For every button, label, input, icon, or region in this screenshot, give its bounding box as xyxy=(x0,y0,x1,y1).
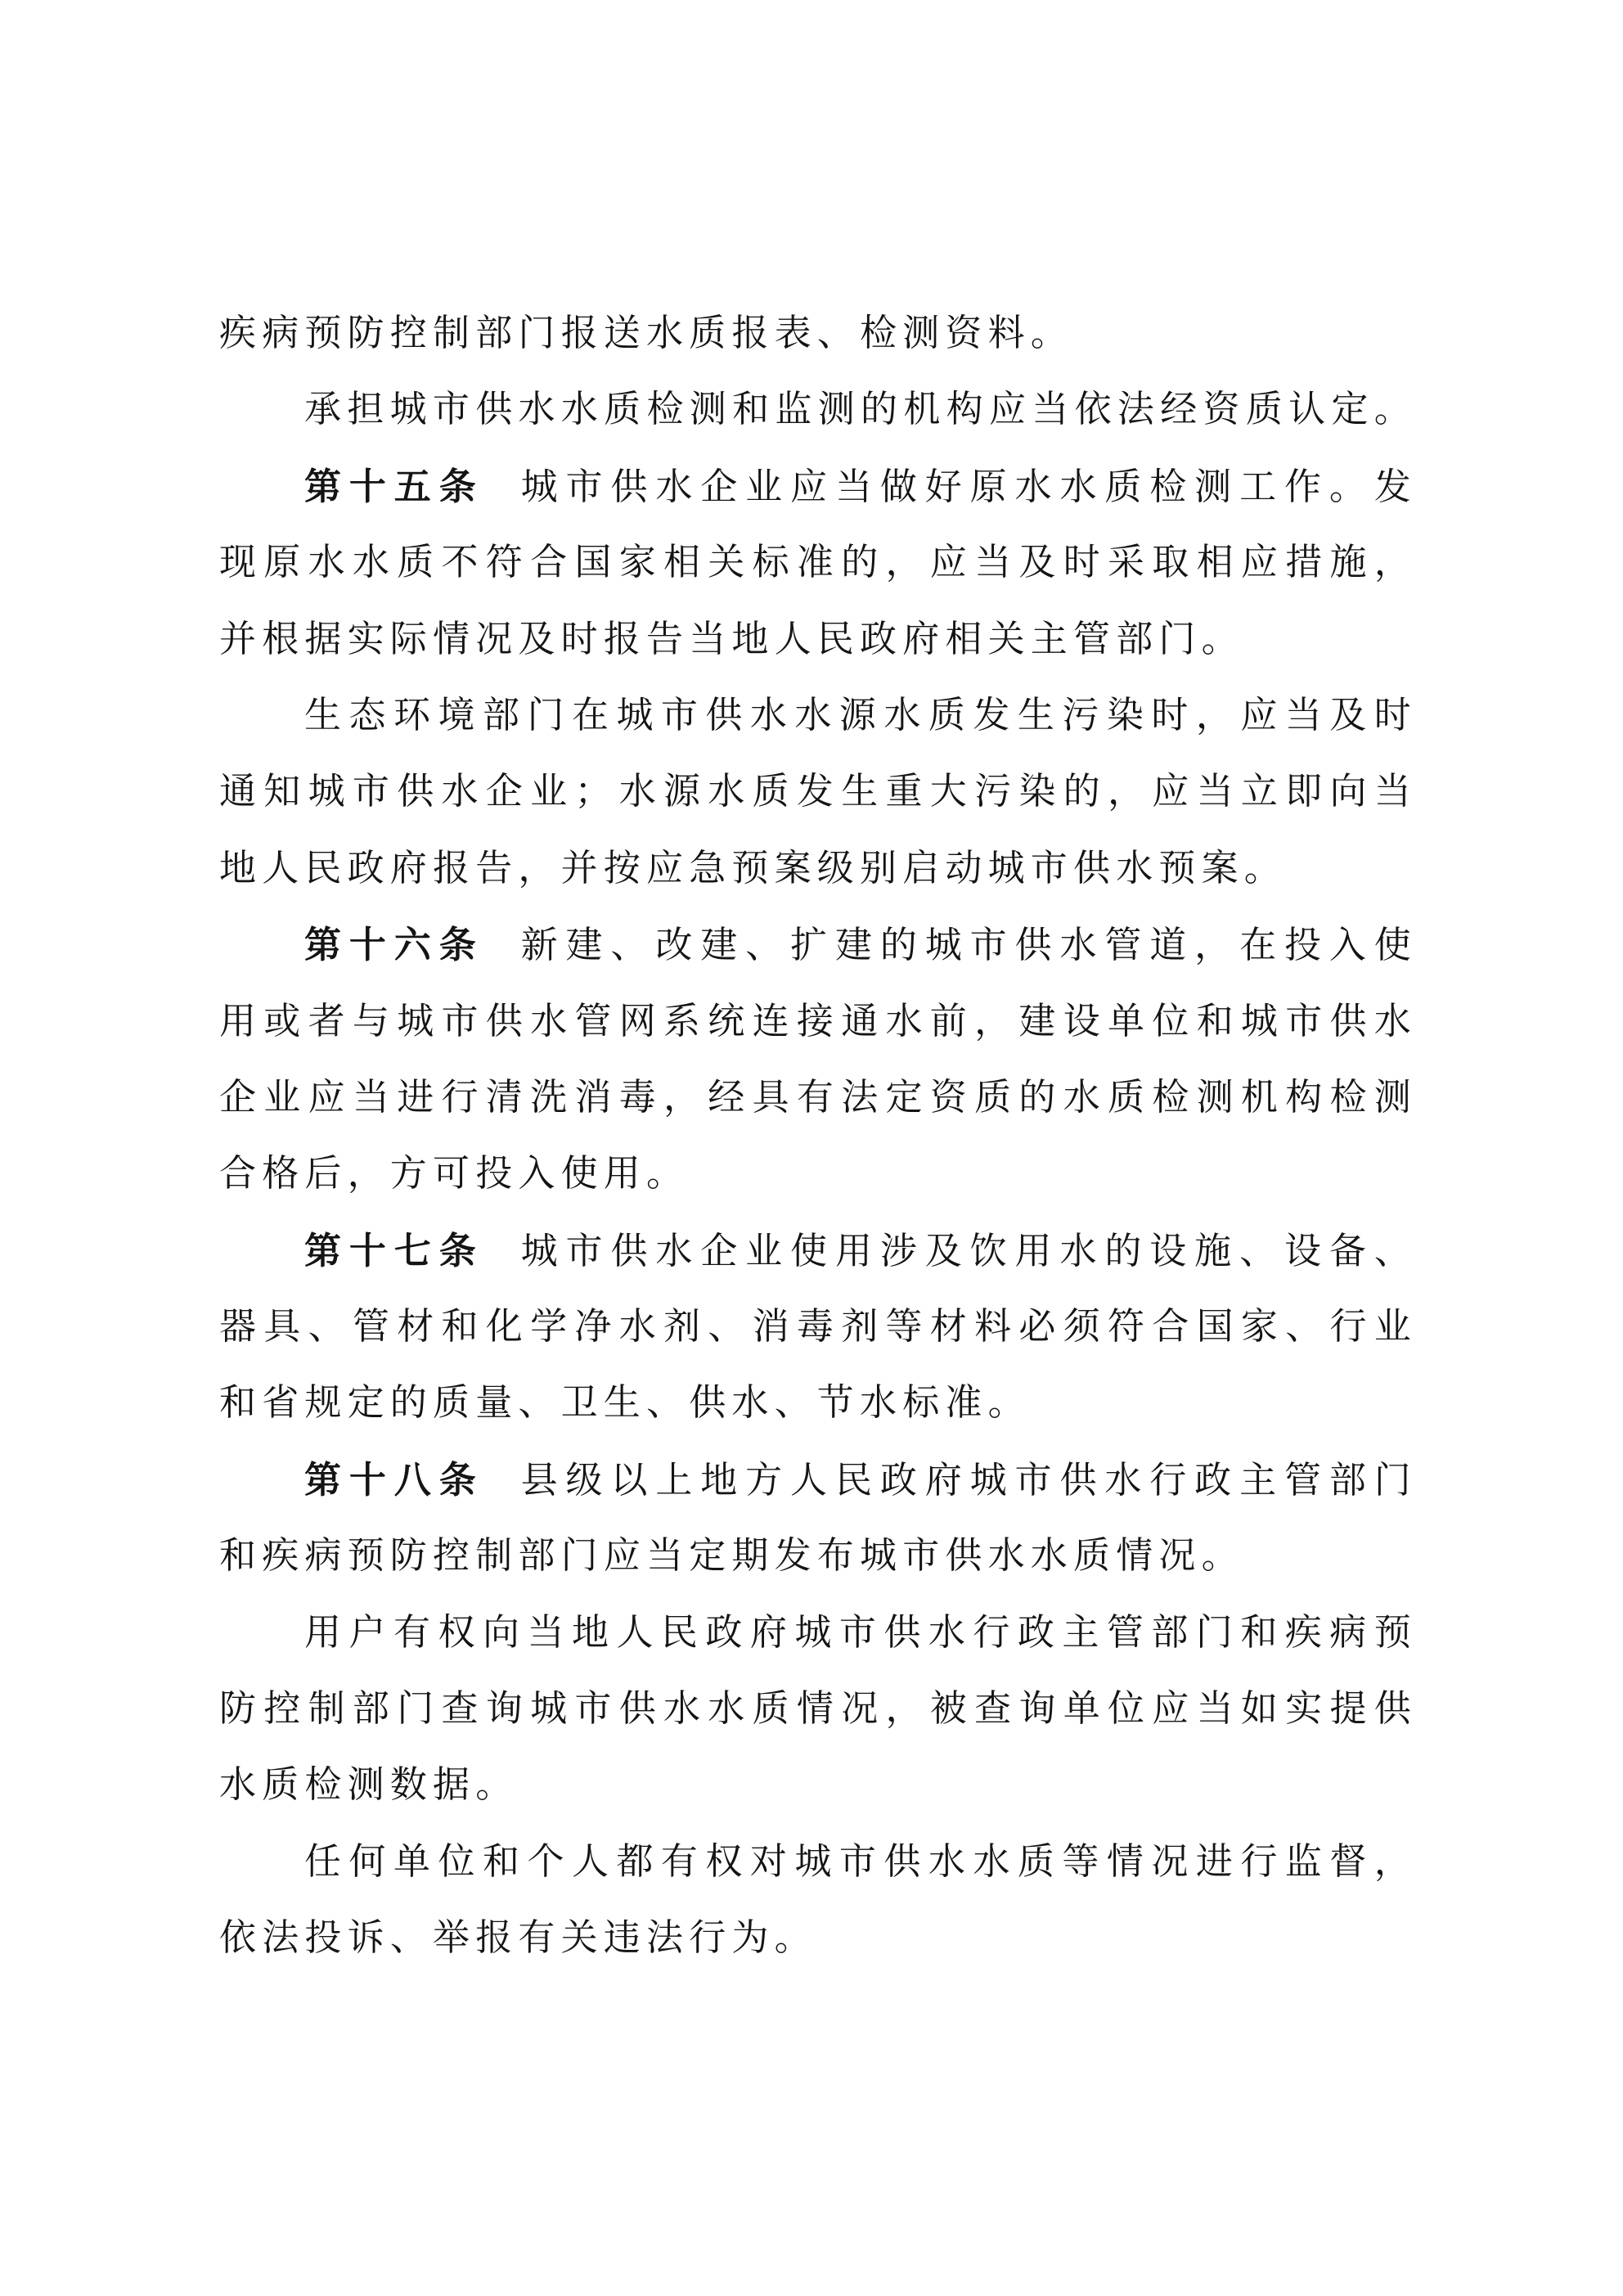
text-line xyxy=(219,1671,1417,1747)
text-line xyxy=(219,984,1417,1060)
text-line xyxy=(219,448,1417,524)
line-text: 合格后，方可投入使用。 xyxy=(219,1153,690,1195)
text-line xyxy=(219,754,1417,830)
text-line xyxy=(219,1747,1417,1823)
line-text: 疾病预防控制部门报送水质报表、检测资料。 xyxy=(219,313,1074,353)
document-body xyxy=(219,295,1417,1977)
line-text: 器具、管材和化学净水剂、消毒剂等材料必须符合国家、行业 xyxy=(219,1306,1417,1348)
line-text: 用或者与城市供水管网系统连接通水前，建设单位和城市供水 xyxy=(219,1000,1417,1042)
text-line xyxy=(219,1136,1417,1212)
line-text: 城市供水企业应当做好原水水质检测工作。发 xyxy=(520,466,1417,507)
text-line xyxy=(219,1824,1417,1900)
line-text: 生态环境部门在城市供水水源水质发生污染时，应当及时 xyxy=(304,694,1417,736)
text-line xyxy=(219,678,1417,754)
text-line xyxy=(219,371,1417,448)
text-line xyxy=(219,907,1417,983)
text-line xyxy=(219,295,1417,371)
line-text: 地人民政府报告，并按应急预案级别启动城市供水预案。 xyxy=(219,847,1288,889)
text-line xyxy=(219,1595,1417,1671)
line-text: 通知城市供水企业；水源水质发生重大污染的，应当立即向当 xyxy=(219,771,1417,813)
line-text: 新建、改建、扩建的城市供水管道，在投入使 xyxy=(520,925,1417,966)
line-text: 现原水水质不符合国家相关标准的，应当及时采取相应措施， xyxy=(219,542,1417,583)
line-text: 任何单位和个人都有权对城市供水水质等情况进行监督， xyxy=(304,1840,1417,1882)
line-text: 承担城市供水水质检测和监测的机构应当依法经资质认定。 xyxy=(304,389,1417,430)
line-text: 水质检测数据。 xyxy=(219,1764,519,1806)
article-number-label: 第十六条 xyxy=(304,924,484,966)
text-line xyxy=(219,1365,1417,1441)
text-line xyxy=(219,1518,1417,1594)
line-text: 用户有权向当地人民政府城市供水行政主管部门和疾病预 xyxy=(304,1611,1417,1653)
text-line xyxy=(219,1213,1417,1289)
article-number-label: 第十八条 xyxy=(304,1458,484,1501)
text-line xyxy=(219,524,1417,601)
text-line xyxy=(219,601,1417,678)
line-text: 县级以上地方人民政府城市供水行政主管部门 xyxy=(520,1459,1417,1501)
line-text: 和疾病预防控制部门应当定期发布城市供水水质情况。 xyxy=(219,1535,1244,1577)
text-line xyxy=(219,831,1417,907)
article-number-label: 第十五条 xyxy=(304,465,484,507)
line-text: 防控制部门查询城市供水水质情况，被查询单位应当如实提供 xyxy=(219,1688,1417,1730)
line-text: 和省规定的质量、卫生、供水、节水标准。 xyxy=(219,1382,1031,1424)
article-number-label: 第十七条 xyxy=(304,1229,484,1272)
line-text: 企业应当进行清洗消毒，经具有法定资质的水质检测机构检测 xyxy=(219,1076,1417,1118)
text-line xyxy=(219,1900,1417,1976)
line-text: 并根据实际情况及时报告当地人民政府相关主管部门。 xyxy=(219,618,1244,660)
line-text: 依法投诉、举报有关违法行为。 xyxy=(219,1917,817,1959)
line-text: 城市供水企业使用涉及饮用水的设施、设备、 xyxy=(520,1230,1417,1272)
text-line xyxy=(219,1442,1417,1518)
text-line xyxy=(219,1060,1417,1136)
text-line xyxy=(219,1289,1417,1365)
